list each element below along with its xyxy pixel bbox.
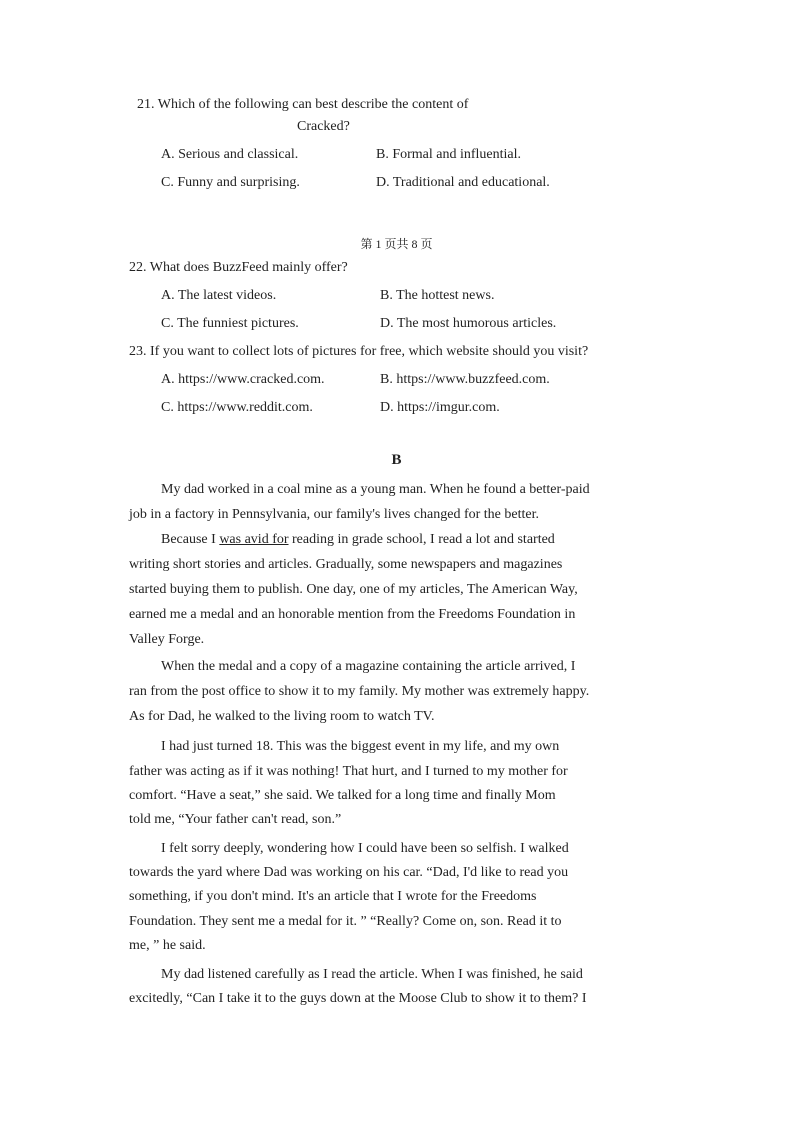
underlined-phrase: was avid for (219, 532, 289, 547)
question-22-stem: 22. What does BuzzFeed mainly offer? (129, 260, 348, 275)
passage-line: told me, “Your father can't read, son.” (129, 812, 342, 827)
passage-line: excitedly, “Can I take it to the guys down at the Moose Club to show it to them? I (129, 991, 587, 1006)
option-21-a: A. Serious and classical. (161, 147, 299, 162)
passage-line: something, if you don't mind. It's an article that I wrote for the Freedoms (129, 889, 537, 904)
passage-line: writing short stories and articles. Gradually, some newspapers and magazines (129, 557, 563, 572)
passage-line: Valley Forge. (129, 632, 205, 647)
passage-line: Foundation. They sent me a medal for it. ” “Really? Come on, son. Read it to (129, 914, 562, 929)
question-23-stem: 23. If you want to collect lots of pictures for free, which website should you visit? (129, 344, 589, 359)
passage-line: started buying them to publish. One day, one of my articles, The American Way, (129, 582, 578, 597)
question-21-stem: 21. Which of the following can best describe the content of (137, 97, 469, 112)
section-title: B (391, 452, 402, 468)
passage-line: ran from the post office to show it to my family. My mother was extremely happy. (129, 684, 590, 699)
passage-line: comfort. “Have a seat,” she said. We talked for a long time and finally Mom (129, 788, 556, 803)
option-21-b: B. Formal and influential. (376, 147, 522, 162)
passage-line: towards the yard where Dad was working on his car. “Dad, I'd like to read you (129, 865, 569, 880)
passage-line: My dad listened carefully as I read the article. When I was finished, he said (161, 967, 583, 982)
passage-line: I had just turned 18. This was the biggest event in my life, and my own (161, 739, 560, 754)
option-23-c: C. https://www.reddit.com. (161, 400, 313, 415)
option-22-b: B. The hottest news. (380, 288, 495, 303)
passage-line: I felt sorry deeply, wondering how I could have been so selfish. I walked (161, 841, 569, 856)
passage-line: father was acting as if it was nothing! That hurt, and I turned to my mother for (129, 764, 568, 779)
option-23-b: B. https://www.buzzfeed.com. (380, 372, 550, 387)
option-22-c: C. The funniest pictures. (161, 316, 299, 331)
passage-line: As for Dad, he walked to the living room to watch TV. (129, 709, 435, 724)
passage-text: reading in grade school, I read a lot and started (288, 532, 555, 547)
question-21-stem-cont: Cracked? (297, 119, 350, 134)
option-21-c: C. Funny and surprising. (161, 175, 300, 190)
passage-line: When the medal and a copy of a magazine containing the article arrived, I (161, 659, 576, 674)
option-23-a: A. https://www.cracked.com. (161, 372, 325, 387)
passage-line (161, 532, 555, 548)
passage-line: me, ” he said. (129, 938, 206, 953)
option-22-d: D. The most humorous articles. (380, 316, 557, 331)
option-23-d: D. https://imgur.com. (380, 400, 500, 415)
passage-text: Because I (161, 532, 220, 547)
option-21-d: D. Traditional and educational. (376, 175, 550, 190)
page-footer: 第 1 页共 8 页 (360, 237, 433, 251)
passage-line: job in a factory in Pennsylvania, our family's lives changed for the better. (129, 507, 539, 522)
passage-line: earned me a medal and an honorable mention from the Freedoms Foundation in (129, 607, 576, 622)
option-22-a: A. The latest videos. (161, 288, 277, 303)
passage-line: My dad worked in a coal mine as a young man. When he found a better-paid (161, 482, 590, 497)
